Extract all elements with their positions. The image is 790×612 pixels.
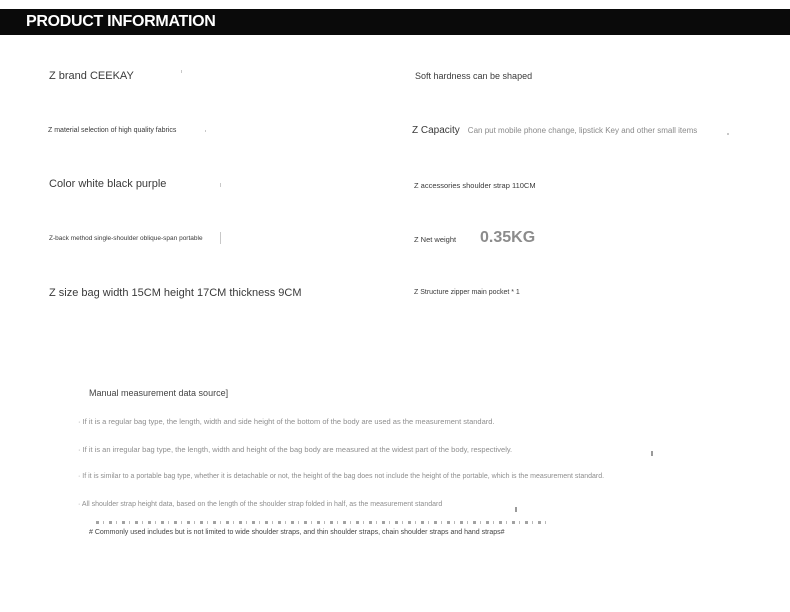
spec-capacity-label: Z Capacity (412, 125, 460, 136)
scan-speck (205, 130, 206, 132)
manual-footnote: # Commonly used includes but is not limited to wide shoulder straps, and thin shoulder straps, chain shoulder straps and hand straps# (89, 529, 505, 536)
manual-note: · If it is similar to a portable bag type, whether it is detachable or not, the height of the bag does not include the height of the portable, which is the measurement standard. (78, 473, 605, 480)
manual-note: · If it is an irregular bag type, the length, width and height of the bag body are measured at the widest part of the body, respectively. (78, 445, 513, 454)
scan-speck (651, 451, 653, 456)
scan-speck (220, 183, 221, 187)
spec-weight-label: Z Net weight (414, 235, 457, 244)
spec-structure: Z Structure zipper main pocket * 1 (414, 289, 520, 296)
spec-back-method: Z-back method single-shoulder oblique-span portable (49, 235, 203, 242)
spec-capacity-note: Can put mobile phone change, lipstick Key and other small items (467, 126, 698, 135)
scan-speck (220, 232, 221, 244)
spec-weight-value: 0.35KG (480, 229, 536, 246)
header-bar (0, 9, 790, 35)
spec-capacity (412, 125, 697, 136)
spec-accessories: Z accessories shoulder strap 110CM (414, 181, 536, 190)
scan-artifact (96, 521, 546, 524)
spec-material: Z material selection of high quality fabrics (48, 127, 177, 134)
spec-color: Color white black purple (49, 178, 167, 190)
manual-note: · All shoulder strap height data, based on the length of the shoulder strap folded in half, as the measurement standard (78, 501, 443, 508)
spec-size: Z size bag width 15CM height 17CM thickness 9CM (49, 287, 302, 299)
spec-brand: Z brand CEEKAY (49, 70, 134, 82)
spec-hardness: Soft hardness can be shaped (415, 71, 533, 81)
scan-speck (181, 70, 182, 73)
scan-speck (515, 507, 517, 512)
manual-note: · If it is a regular bag type, the length, width and side height of the bottom of the body are used as the measurement standard. (78, 417, 495, 426)
section-title: PRODUCT INFORMATION (26, 13, 216, 30)
manual-title: Manual measurement data source] (89, 388, 229, 398)
scan-speck (727, 133, 729, 135)
